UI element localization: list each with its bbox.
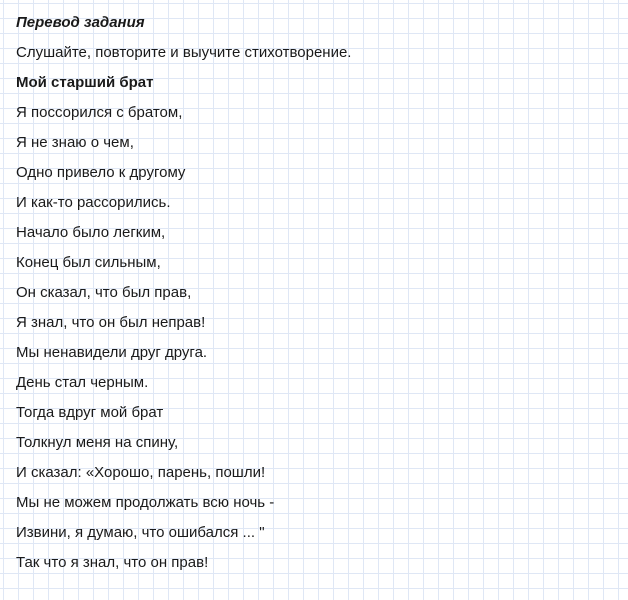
poem-line: И сказал: «Хорошо, парень, пошли! [16, 464, 266, 481]
poem-line: Мы ненавидели друг друга. [16, 344, 208, 361]
poem-line: Толкнул меня на спину, [16, 434, 179, 451]
poem-line: Так что я знал, что он прав! [16, 554, 209, 571]
poem-line: Начало было легким, [16, 224, 166, 241]
poem-line: Мы не можем продолжать всю ночь - [16, 494, 275, 511]
poem-line: Тогда вдруг мой брат [16, 404, 164, 421]
instruction-text: Слушайте, повторите и выучите стихотворение. [16, 44, 352, 61]
section-heading: Перевод задания [16, 14, 145, 31]
poem-line: И как-то рассорились. [16, 194, 171, 211]
poem-line: Он сказал, что был прав, [16, 284, 192, 301]
poem-title: Мой старший брат [16, 74, 154, 91]
poem-line: Одно привело к другому [16, 164, 186, 181]
document [16, 12, 351, 582]
poem-line: Я знал, что он был неправ! [16, 314, 206, 331]
poem-line: Я не знаю о чем, [16, 134, 134, 151]
poem-line: Извини, я думаю, что ошибался ... " [16, 524, 265, 541]
poem-line: Я поссорился с братом, [16, 104, 183, 121]
poem-line: Конец был сильным, [16, 254, 161, 271]
poem-body [16, 102, 351, 582]
poem-line: День стал черным. [16, 374, 149, 391]
